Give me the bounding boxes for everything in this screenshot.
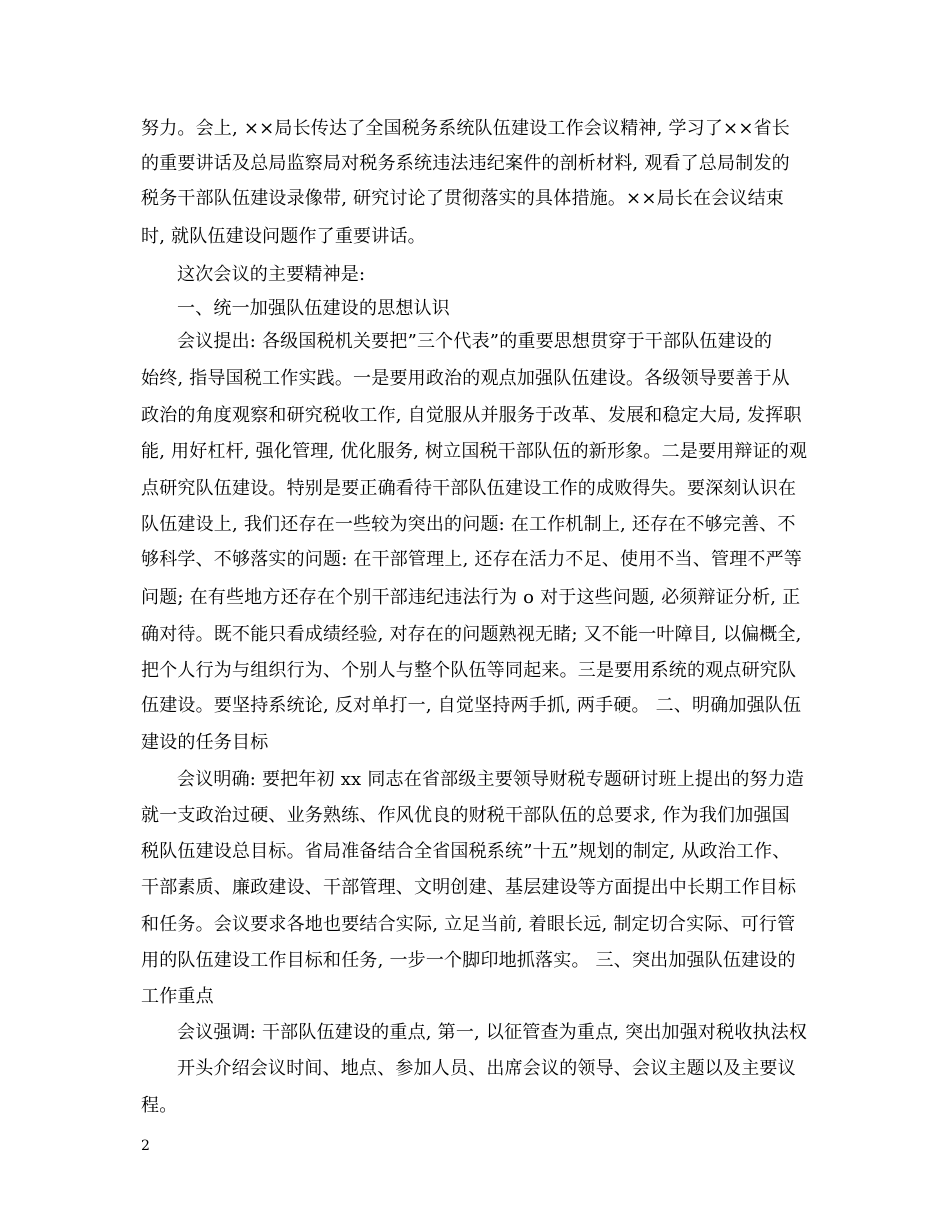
body-text-line: 努力。会上, ××局长传达了全国税务系统队伍建设工作会议精神, 学习了××省长	[141, 118, 791, 139]
section-heading: 一、统一加强队伍建设的思想认识	[177, 298, 450, 319]
body-text-line: 问题; 在有些地方还存在个别干部违纪违法行为 o 对于这些问题, 必须辩证分析, 正	[141, 587, 801, 608]
body-text-line: 队伍建设上, 我们还存在一些较为突出的问题: 在工作机制上, 还存在不够完善、不	[141, 514, 796, 535]
body-text-line: 能, 用好杠杆, 强化管理, 优化服务, 树立国税干部队伍的新形象。二是要用辩证的观	[141, 441, 808, 462]
page-number: 2	[141, 1138, 150, 1154]
body-text-line: 会议明确: 要把年初 xx 同志在省部级主要领导财税专题研讨班上提出的努力造	[177, 769, 805, 790]
body-text-line: 伍建设。要坚持系统论, 反对单打一, 自觉坚持两手抓, 两手硬。 二、明确加强队伍	[141, 695, 802, 716]
body-text-line: 政治的角度观察和研究税收工作, 自觉服从并服务于改革、发展和稳定大局, 发挥职	[141, 405, 802, 426]
body-text-line: 程。	[141, 1095, 178, 1116]
body-text-line: 时, 就队伍建设问题作了重要讲话。	[141, 226, 426, 247]
body-text-line: 会议强调: 干部队伍建设的重点, 第一, 以征管查为重点, 突出加强对税收执法权	[177, 1022, 808, 1043]
body-text-line: 会议提出: 各级国税机关要把”三个代表”的重要思想贯穿于干部队伍建设的	[177, 331, 773, 352]
body-text-line: 确对待。既不能只看成绩经验, 对存在的问题熟视无睹; 又不能一叶障目, 以偏概全,	[141, 624, 802, 645]
body-text-line: 建设的任务目标	[141, 732, 269, 753]
body-text-line: 税务干部队伍建设录像带, 研究讨论了贯彻落实的具体措施。××局长在会议结束	[141, 188, 785, 209]
body-text-line: 点研究队伍建设。特别是要正确看待干部队伍建设工作的成败得失。要深刻认识在	[141, 478, 797, 499]
body-text-line: 够科学、不够落实的问题: 在干部管理上, 还存在活力不足、使用不当、管理不严等	[141, 549, 803, 570]
body-text-line: 工作重点	[141, 986, 214, 1007]
body-text-line: 始终, 指导国税工作实践。一是要用政治的观点加强队伍建设。各级领导要善于从	[141, 368, 790, 389]
body-text-line: 的重要讲话及总局监察局对税务系统违法违纪案件的剖析材料, 观看了总局制发的	[141, 153, 790, 174]
body-text-line: 就一支政治过硬、业务熟练、作风优良的财税干部队伍的总要求, 作为我们加强国	[141, 805, 790, 826]
body-text-line: 开头介绍会议时间、地点、参加人员、出席会议的领导、会议主题以及主要议	[177, 1058, 796, 1079]
body-text-line: 税队伍建设总目标。省局准备结合全省国税系统”十五”规划的制定, 从政治工作、	[141, 841, 791, 862]
body-text-line: 这次会议的主要精神是:	[177, 264, 366, 285]
body-text-line: 和任务。会议要求各地也要结合实际, 立足当前, 着眼长远, 制定切合实际、可行管	[141, 914, 796, 935]
body-text-line: 把个人行为与组织行为、个别人与整个队伍等同起来。三是要用系统的观点研究队	[141, 660, 797, 681]
body-text-line: 干部素质、廉政建设、干部管理、文明创建、基层建设等方面提出中长期工作目标	[141, 877, 797, 898]
body-text-line: 用的队伍建设工作目标和任务, 一步一个脚印地抓落实。 三、突出加强队伍建设的	[141, 950, 796, 971]
